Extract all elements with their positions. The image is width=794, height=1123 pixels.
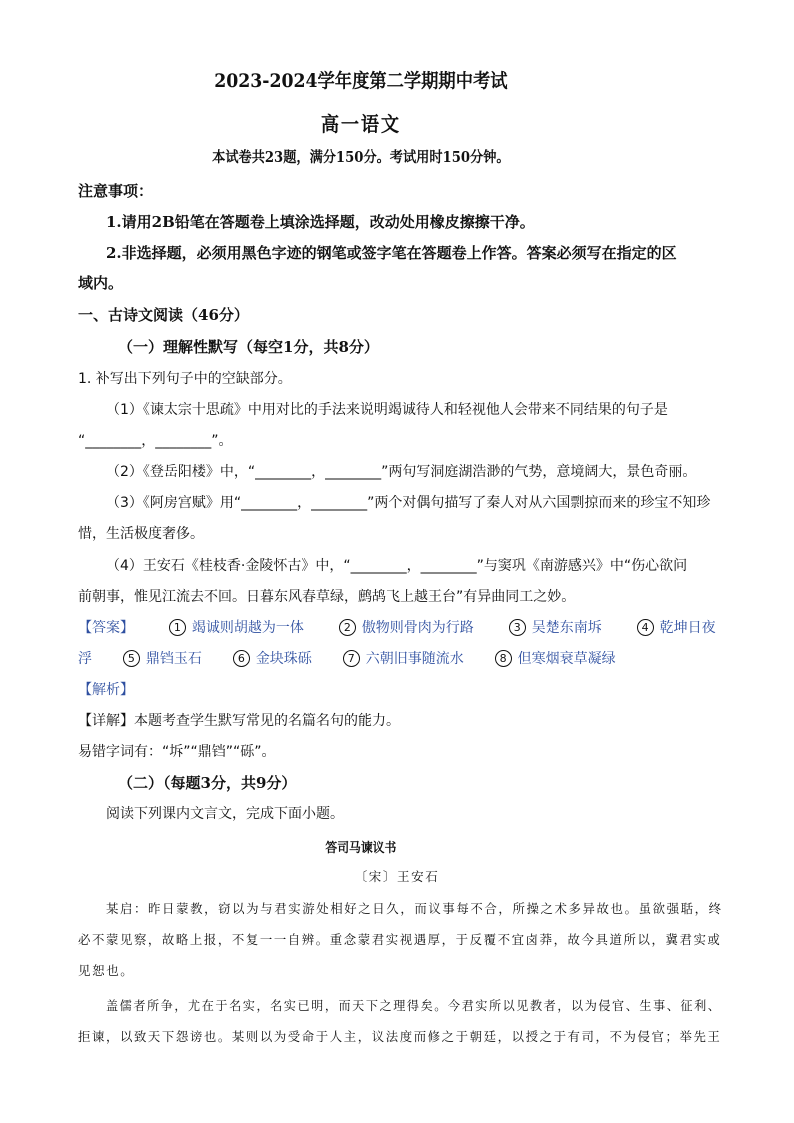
answer-line-2 <box>78 648 616 668</box>
exam-info: 本试卷共23题，满分150分。考试用时150分钟。 <box>212 149 510 166</box>
circled-number: 4 <box>637 619 654 636</box>
circled-number: 3 <box>509 619 526 636</box>
analysis-errors: 易错字词有：“坼”“鼎铛”“砾”。 <box>78 744 276 760</box>
analysis-label: 【解析】 <box>78 682 134 698</box>
answer-label: 【答案】 <box>78 620 134 636</box>
circled-number: 8 <box>495 650 512 667</box>
answer-item <box>637 620 716 636</box>
classical-p1-line1: 某启：昨日蒙教，窃以为与君实游处相好之日久，而议事每不合，所操之术多异故也。虽欲强聒，终 <box>106 901 723 916</box>
answer-item <box>343 651 464 667</box>
exam-title: 2023-2024学年度第二学期期中考试 <box>214 70 508 92</box>
circled-number: 2 <box>339 619 356 636</box>
question-1: 1. 补写出下列句子中的空缺部分。 <box>78 371 292 387</box>
classical-title: 答司马谏议书 <box>325 841 397 856</box>
circled-number: 7 <box>343 650 360 667</box>
section-heading: 一、古诗文阅读（46分） <box>78 306 249 324</box>
question-1-1: （1）《谏太宗十思疏》中用对比的手法来说明竭诚待人和轻视他人会带来不同结果的句子是 <box>106 402 668 418</box>
part2-heading: （二）（每题3分，共9分） <box>118 774 297 792</box>
answer-text: 吴楚东南坼 <box>531 620 602 636</box>
answer-text: 但寒烟衰草凝绿 <box>517 651 616 667</box>
notice-item-1: 1.请用2B铅笔在答题卷上填涂选择题，改动处用橡皮擦擦干净。 <box>106 213 535 231</box>
circled-number: 5 <box>123 650 140 667</box>
classical-p1-line2: 必不蒙见察，故略上报，不复一一自辨。重念蒙君实视遇厚，于反覆不宜卤莽，故今具道所以，冀君实或 <box>78 932 722 947</box>
circled-number: 1 <box>169 619 186 636</box>
answer-text: 鼎铛玉石 <box>145 651 202 667</box>
subject-title: 高一语文 <box>320 112 401 136</box>
analysis-detail: 【详解】本题考查学生默写常见的名篇名句的能力。 <box>78 713 400 729</box>
answer-text: 六朝旧事随流水 <box>365 651 464 667</box>
answer-item <box>169 620 304 636</box>
classical-author: 〔宋〕王安石 <box>354 869 440 884</box>
question-1-3: （3）《阿房宫赋》用“________，________”两个对偶句描写了秦人对从六国剽掠而来的珍宝不知珍 <box>106 495 711 511</box>
part2-instruction: 阅读下列课内文言文，完成下面小题。 <box>106 806 344 822</box>
classical-p1-line3: 见恕也。 <box>78 963 135 978</box>
answer-item <box>509 620 602 636</box>
question-1-4-cont: 前朝事，惟见江流去不回。日暮东风春草绿，鹧鸪飞上越王台”有异曲同工之妙。 <box>78 589 576 605</box>
classical-p2-line1: 盖儒者所争，尤在于名实，名实已明，而天下之理得矣。今君实所以见教者，以为侵官、生事、征利、 <box>106 998 722 1013</box>
answer-item <box>233 651 312 667</box>
answer-item <box>123 651 202 667</box>
answer-text: 竭诚则胡越为一体 <box>191 620 304 636</box>
question-1-3-cont: 惜，生活极度奢侈。 <box>78 526 204 542</box>
answer-line-1 <box>78 617 716 637</box>
answer-wrap-text: 浮 <box>78 651 92 667</box>
answer-text: 傲物则骨肉为行路 <box>361 620 474 636</box>
answer-text: 金块珠砾 <box>255 651 312 667</box>
answer-item <box>339 620 474 636</box>
notice-heading: 注意事项： <box>78 182 154 200</box>
classical-p2-line2: 拒谏，以致天下怨谤也。某则以为受命于人主，议法度而修之于朝廷，以授之于有司，不为侵官；举先王 <box>78 1029 722 1044</box>
part1-heading: （一）理解性默写（每空1分，共8分） <box>118 338 379 356</box>
answer-text: 乾坤日夜 <box>659 620 716 636</box>
question-1-2: （2）《登岳阳楼》中，“________，________”两句写洞庭湖浩渺的气势，意境阔大，景色奇丽。 <box>106 464 697 480</box>
question-1-1-blanks: “________，________”。 <box>78 433 233 449</box>
answer-item <box>495 651 616 667</box>
notice-item-2: 2.非选择题，必须用黑色字迹的钢笔或签字笔在答题卷上作答。答案必须写在指定的区 <box>106 244 677 262</box>
notice-item-2-cont: 域内。 <box>78 274 124 292</box>
question-1-4: （4）王安石《桂枝香·金陵怀古》中，“________，________”与窦巩《南游感兴》中“伤心欲问 <box>106 558 688 574</box>
circled-number: 6 <box>233 650 250 667</box>
